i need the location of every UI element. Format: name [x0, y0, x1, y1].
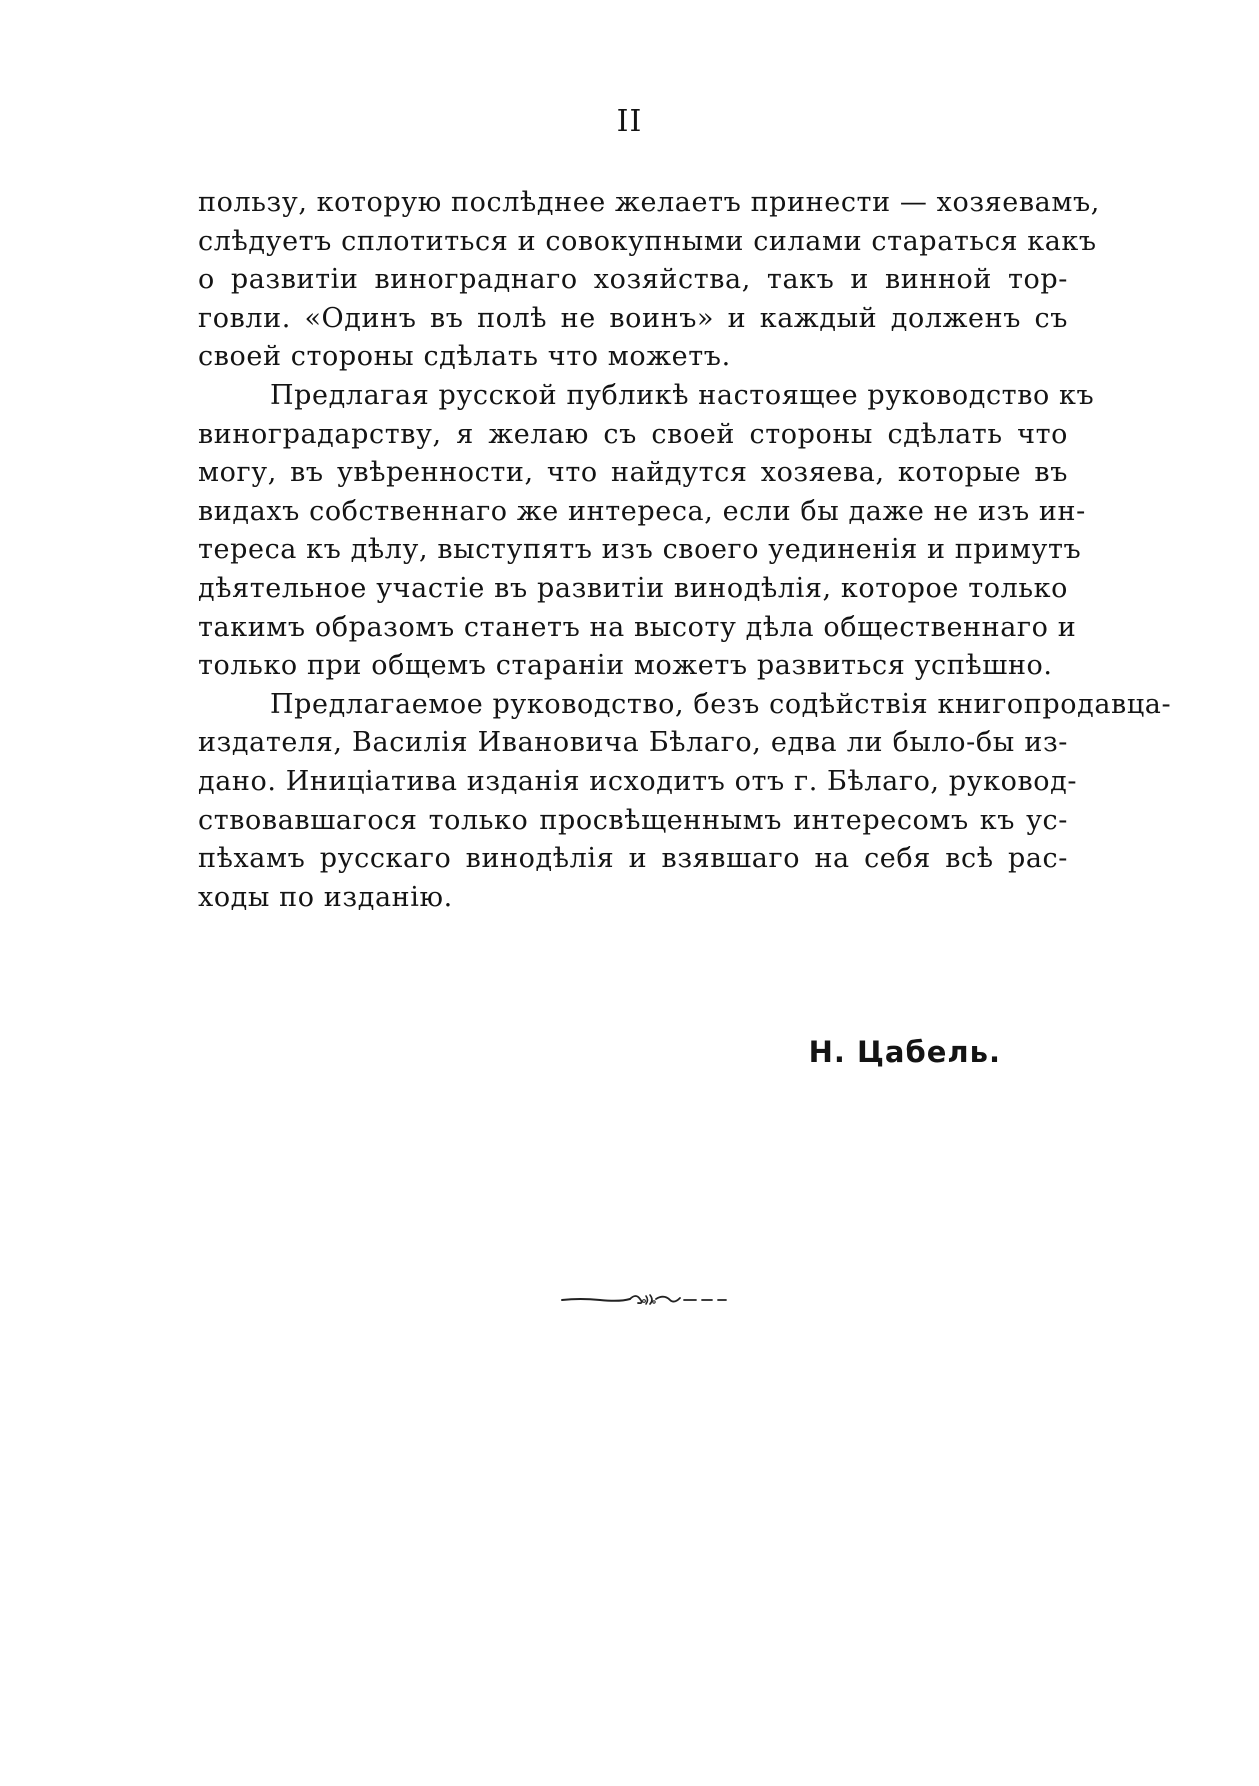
- page-number: II: [616, 104, 643, 139]
- text-line: Предлагая русской публикѣ настоящее руководство къ: [270, 379, 1095, 411]
- text-line: дѣятельное участіе въ развитіи винодѣлія, которое только: [198, 572, 1068, 604]
- text-line: дано. Иниціатива изданія исходитъ отъ г. Бѣлаго, руковод-: [198, 765, 1078, 797]
- text-line: тереса къ дѣлу, выступятъ изъ своего уединенія и примутъ: [198, 534, 1082, 566]
- text-line: ходы по изданію.: [198, 881, 453, 913]
- paragraph-1: [198, 184, 1100, 377]
- text-line: о развитіи винограднаго хозяйства, такъ и винной тор-: [198, 264, 1068, 296]
- text-line: пѣхамъ русскаго винодѣлія и взявшаго на себя всѣ рас-: [198, 843, 1068, 875]
- body-text: [198, 184, 1172, 917]
- text-line: говли. «Одинъ въ полѣ не воинъ» и каждый долженъ съ: [198, 302, 1068, 334]
- author-signature: Н. Цабель.: [808, 1035, 1001, 1069]
- text-line: пользу, которую послѣднее желаетъ принести — хозяевамъ,: [198, 187, 1100, 218]
- text-line: виноградарству, я желаю съ своей стороны сдѣлать что: [198, 418, 1068, 450]
- text-line: издателя, Василія Ивановича Бѣлаго, едва ли было-бы из-: [198, 727, 1068, 759]
- paragraph-2: [198, 377, 1095, 686]
- text-line: ствовавшагося только просвѣщеннымъ интересомъ къ ус-: [198, 804, 1068, 836]
- text-line: слѣдуетъ сплотиться и совокупными силами стараться какъ: [198, 225, 1097, 257]
- text-line: такимъ образомъ станетъ на высоту дѣла общественнаго и: [198, 611, 1077, 643]
- paragraph-3: [198, 686, 1172, 918]
- text-line: своей стороны сдѣлать что можетъ.: [198, 341, 731, 373]
- text-line: могу, въ увѣренности, что найдутся хозяева, которые въ: [198, 457, 1068, 489]
- text-line: Предлагаемое руководство, безъ содѣйствія книгопродавца-: [270, 688, 1172, 720]
- ornament-divider-icon: [560, 1290, 730, 1308]
- text-line: видахъ собственнаго же интереса, если бы даже не изъ ин-: [198, 495, 1086, 527]
- text-line: только при общемъ стараніи можетъ развиться успѣшно.: [198, 650, 1053, 682]
